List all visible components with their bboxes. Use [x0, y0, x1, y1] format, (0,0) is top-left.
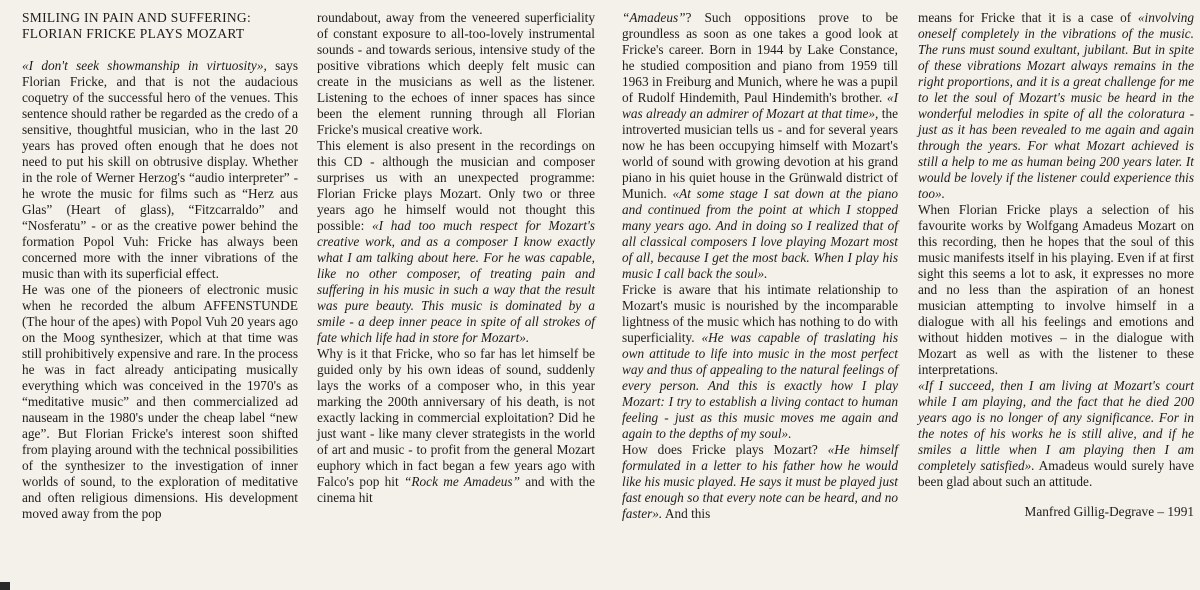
paragraph: [622, 442, 898, 522]
quote-text: “Rock me Amadeus”: [404, 474, 520, 489]
article-title: [22, 10, 298, 42]
body-text: and with the cinema hit: [317, 474, 595, 505]
author-signature: Manfred Gillig-Degrave – 1991: [1024, 504, 1194, 519]
quote-text: «He himself formulated in a letter to his father how he would like his music played. He says it must be played just fast enough so that every note can be heard, and no faster».: [622, 442, 898, 521]
scan-corner-mark: [0, 582, 10, 590]
column-4: [918, 10, 1194, 520]
body-text: the introverted musician tells us - and for several years now he has been occupying himself with Mozart's world of sound with growing devotion at his grand piano in his quiet house in the Grünwald district of Munich.: [622, 106, 898, 201]
quote-text: «He was capable of traslating his own attitude to life into music in the most perfect way and thus of appealing to the natural feelings of every person. And this is exactly how I play Mozart: I try to establish a living contact to human feeling - just as this music moves me again and again to the depths of my soul».: [622, 330, 899, 441]
body-text: Fricke is aware that his intimate relationship to Mozart's music is nourished by the incomparable lightness of the music which has nothing to do with superficiality.: [622, 282, 898, 345]
quote-text: «I had too much respect for Mozart's creative work, and as a composer I know exactly what I am talking about here. For he was capable, like no other composer, of treating pain and suffering in his music in such a way that the result was pure beauty. This music is dominated by a smile - a deep inner peace in spite of all strokes of fate which life had in store for Mozart».: [317, 218, 595, 345]
paragraph: When Florian Fricke plays a selection of his favourite works by Wolfgang Amadeus Mozart on this recording, then he hopes that the soul of this music manifests itself in his playing. Even if at first sight this seems a lot to ask, it expresses no more and no less than the aspiration of an honest musician attempting to involve himself in a dialogue with all his feelings and emotions and without hidden motives – in the dialogue with Mozart as well as with the listener to these interpretations.: [918, 202, 1194, 377]
body-text: How does Fricke plays Mozart?: [622, 442, 828, 457]
quote-text: «I don't seek showmanship in virtuosity»,: [22, 58, 267, 73]
body-text: And this: [662, 506, 711, 521]
body-text: Why is it that Fricke, who so far has let himself be guided only by his own ideas of sound, suddenly lays the works of a composer who, in this year marking the 200th anniversary of his death, is not exactly lacking in commercial exploitation? Did he just want - like many clever strategists in the world of art and music - to profit from the general Mozart euphory which in fact began a few years ago with Falco's pop hit: [317, 346, 595, 489]
column-1: [22, 10, 298, 522]
column-3: [622, 10, 898, 522]
paragraph: He was one of the pioneers of electronic music when he recorded the album AFFENSTUNDE (The hour of the apes) with Popol Vuh 20 years ago on the Moog synthesizer, which at that time was still prohibitively expensive and rare. In the process he was in fact already anticipating musically everything which was conceived in the 1970's as “meditative music” and then commercialized ad nauseam in the 1980's under the cheap label “new age”. But Florian Fricke's interest soon shifted from playing around with the technical possibilities of the synthesizer to the investigation of inner worlds of sound, to the exploration of meditative and often religious dimensions. His development moved away from the pop: [22, 282, 298, 521]
body-text: Amadeus would surely have been glad about such an attitude.: [918, 458, 1195, 489]
quote-text: «At some stage I sat down at the piano and continued from the point at which I stopped many years ago. And in doing so I realized that of all classical composers I love playing Mozart most of all, because I get the most back. When I play his music I call back the soul».: [622, 186, 899, 281]
title-line-2: FLORIAN FRICKE PLAYS MOZART: [22, 26, 245, 41]
quote-text: «involving oneself completely in the vibrations of the music. The runs must sound exultant, jubilant. But in spite of these vibrations Mozart always remains in the right proportions, and it is a great challenge for me to let the soul of Mozart's music be heard in the wonderful melodies in spite of all the coloratura - just as it has been revealed to me again and again through the years. For what Mozart achieved is still a help to me as human being 200 years later. It would be lovely if the listener could experience this too».: [918, 10, 1194, 201]
quote-text: «If I succeed, then I am living at Mozart's court while I am playing, and the fact that he died 200 years ago is no longer of any significance. For in the notes of his works he is still alive, and if he smiles a little when I am playing then I am completely satisfied».: [918, 378, 1194, 473]
body-text: means for Fricke that it is a case of: [918, 10, 1138, 25]
paragraph: [622, 10, 898, 282]
column-2: [317, 10, 595, 506]
paragraph: [918, 378, 1194, 490]
paragraph: roundabout, away from the veneered superficiality of constant exposure to all-too-lovely instrumental sounds - and towards serious, intensive study of the positive vibrations which deeply felt music can create in the musicians as well as the listener. Listening to the echoes of inner spaces has since been the element running through all Florian Fricke's musical creative work.: [317, 10, 595, 137]
paragraph: [918, 10, 1194, 202]
paragraph: [317, 138, 595, 346]
title-line-1: SMILING IN PAIN AND SUFFERING:: [22, 10, 252, 25]
body-text: This element is also present in the recordings on this CD - although the musician and composer surprises us with an unexpected programme: Florian Fricke plays Mozart. Only two or three years ago he himself would not thought this possible:: [317, 138, 595, 233]
body-text: ? Such oppositions prove to be groundless as soon as one takes a good look at Fricke's career. Born in 1944 by Lake Constance, he studied composition and piano from 1959 till 1963 in Freiburg and Munich, where he was a pupil of Rudolf Hindemith, Paul Hindemith's brother.: [622, 10, 898, 105]
body-text: says Florian Fricke, and that is not the audacious coquetry of the successful hero of the venues. This sentence should rather be regarded as the credo of a sensitive, thoughtful musician, who in the last 20 years has proved often enough that he does not need to put his skill on obtrusive display. Whether in the role of Werner Herzog's “audio interpreter” - he wrote the music for films such as “Herz aus Glas” (Heart of glass), “Fitzcarraldo” and “Nosferatu” - or as the creative power behind the formation Popol Vuh: Fricke has always been concerned more with the inner vibrations of the music than with its superficial effect.: [22, 58, 298, 281]
quote-text: “Amadeus”: [622, 10, 686, 25]
paragraph: [622, 282, 898, 442]
quote-text: «I was already an admirer of Mozart at that time»,: [622, 90, 898, 121]
paragraph: [22, 58, 298, 282]
paragraph: [317, 346, 595, 506]
